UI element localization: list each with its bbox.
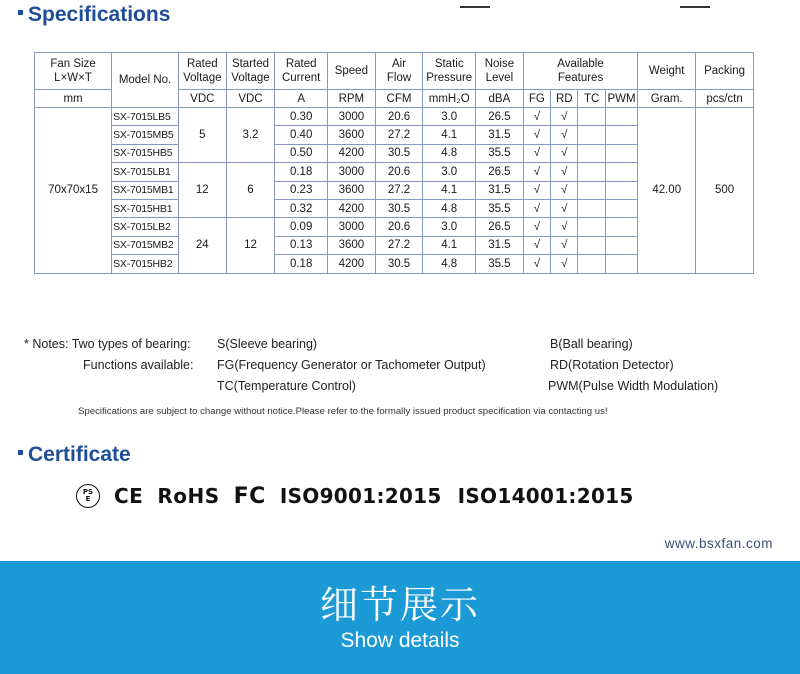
- cell-noise: 35.5: [476, 144, 524, 162]
- cell-model-no: SX-7015MB2: [112, 236, 179, 254]
- cell-rd: √: [551, 108, 578, 126]
- cell-tc: [578, 255, 605, 273]
- header-weight: Weight: [638, 53, 696, 90]
- rohs-mark-icon: RoHS: [157, 484, 220, 508]
- unit-vdc-rated: VDC: [178, 90, 226, 108]
- cell-pressure: 3.0: [423, 163, 476, 181]
- cell-airflow: 20.6: [375, 163, 423, 181]
- unit-rd: RD: [551, 90, 578, 108]
- cell-pwm: [605, 255, 637, 273]
- unit-tc: TC: [578, 90, 605, 108]
- header-speed: Speed: [328, 53, 376, 90]
- pse-bottom-text: E: [85, 495, 91, 503]
- header-rated-voltage: Rated Voltage: [178, 53, 226, 90]
- cell-started-voltage: 6: [226, 163, 275, 218]
- cell-tc: [578, 181, 605, 199]
- ce-mark-icon: CE: [114, 484, 144, 508]
- cell-model-no: SX-7015LB5: [112, 108, 179, 126]
- cell-tc: [578, 163, 605, 181]
- cell-tc: [578, 108, 605, 126]
- cell-model-no: SX-7015MB1: [112, 181, 179, 199]
- iso9001-mark: ISO9001:2015: [279, 484, 442, 508]
- notes-tc: TC(Temperature Control): [217, 379, 356, 393]
- cell-current: 0.32: [275, 199, 328, 217]
- cell-fg: √: [523, 218, 550, 236]
- cell-tc: [578, 144, 605, 162]
- cell-rd: √: [551, 236, 578, 254]
- cell-airflow: 20.6: [375, 218, 423, 236]
- header-air-flow: Air Flow: [375, 53, 423, 90]
- cell-pressure: 3.0: [423, 108, 476, 126]
- notes-rd: RD(Rotation Detector): [550, 358, 674, 372]
- cell-current: 0.09: [275, 218, 328, 236]
- cell-pwm: [605, 218, 637, 236]
- cell-tc: [578, 199, 605, 217]
- cell-fg: √: [523, 255, 550, 273]
- cell-model-no: SX-7015MB5: [112, 126, 179, 144]
- unit-rpm: RPM: [328, 90, 376, 108]
- unit-dba: dBA: [476, 90, 524, 108]
- cell-pressure: 4.1: [423, 236, 476, 254]
- unit-a: A: [275, 90, 328, 108]
- cell-current: 0.18: [275, 163, 328, 181]
- pse-top-text: PS: [82, 488, 94, 496]
- unit-pcs-ctn: pcs/ctn: [696, 90, 754, 108]
- cell-airflow: 20.6: [375, 108, 423, 126]
- cell-speed: 4200: [328, 255, 376, 273]
- pse-mark-icon: [76, 484, 100, 508]
- cell-model-no: SX-7015HB5: [112, 144, 179, 162]
- cell-noise: 31.5: [476, 126, 524, 144]
- cell-rd: √: [551, 255, 578, 273]
- cell-speed: 3000: [328, 108, 376, 126]
- cell-speed: 3000: [328, 218, 376, 236]
- heading-bullet-icon: [18, 450, 23, 455]
- cell-pressure: 4.8: [423, 199, 476, 217]
- cell-pressure: 4.8: [423, 255, 476, 273]
- top-image-fragment-right: [680, 0, 710, 8]
- iso14001-mark: ISO14001:2015: [457, 484, 634, 508]
- cell-rd: √: [551, 126, 578, 144]
- cell-airflow: 27.2: [375, 181, 423, 199]
- cell-current: 0.50: [275, 144, 328, 162]
- unit-fg: FG: [523, 90, 550, 108]
- cell-fg: √: [523, 236, 550, 254]
- header-available-features: Available Features: [523, 53, 638, 90]
- cell-pwm: [605, 236, 637, 254]
- table-row: [35, 108, 754, 126]
- cell-tc: [578, 218, 605, 236]
- cell-fg: √: [523, 163, 550, 181]
- cell-airflow: 27.2: [375, 236, 423, 254]
- cell-model-no: SX-7015LB1: [112, 163, 179, 181]
- cell-airflow: 27.2: [375, 126, 423, 144]
- banner-title-cn: 细节展示: [319, 583, 480, 627]
- unit-vdc-started: VDC: [226, 90, 275, 108]
- cell-speed: 3600: [328, 181, 376, 199]
- cell-rated-voltage: 12: [178, 163, 226, 218]
- cell-tc: [578, 236, 605, 254]
- cell-pwm: [605, 108, 637, 126]
- unit-gram: Gram.: [638, 90, 696, 108]
- cell-fg: √: [523, 108, 550, 126]
- cell-speed: 3600: [328, 126, 376, 144]
- unit-cfm: CFM: [375, 90, 423, 108]
- cell-pwm: [605, 144, 637, 162]
- cell-current: 0.30: [275, 108, 328, 126]
- cell-speed: 3600: [328, 236, 376, 254]
- cell-pressure: 3.0: [423, 218, 476, 236]
- cell-pwm: [605, 163, 637, 181]
- unit-mm: mm: [35, 90, 112, 108]
- cell-started-voltage: 12: [226, 218, 275, 273]
- cell-noise: 35.5: [476, 199, 524, 217]
- cell-fg: √: [523, 199, 550, 217]
- notes-sleeve-bearing: S(Sleeve bearing): [217, 337, 318, 351]
- cell-noise: 31.5: [476, 236, 524, 254]
- cell-pwm: [605, 199, 637, 217]
- cell-tc: [578, 126, 605, 144]
- heading-bullet-icon: [18, 10, 23, 15]
- cell-pwm: [605, 126, 637, 144]
- notes-pwm: PWM(Pulse Width Modulation): [548, 379, 719, 393]
- cell-pressure: 4.1: [423, 126, 476, 144]
- cell-rd: √: [551, 163, 578, 181]
- cell-noise: 26.5: [476, 108, 524, 126]
- cell-noise: 31.5: [476, 181, 524, 199]
- cell-noise: 26.5: [476, 218, 524, 236]
- cell-current: 0.40: [275, 126, 328, 144]
- cell-packing: 500: [696, 108, 754, 274]
- cell-airflow: 30.5: [375, 255, 423, 273]
- cell-model-no: SX-7015LB2: [112, 218, 179, 236]
- cell-rd: √: [551, 144, 578, 162]
- specifications-title-text: Specifications: [28, 3, 171, 26]
- fcc-mark-icon: FC: [233, 483, 266, 509]
- certificate-heading: [18, 442, 131, 468]
- cell-airflow: 30.5: [375, 199, 423, 217]
- header-started-voltage: Started Voltage: [226, 53, 275, 90]
- header-noise-level: Noise Level: [476, 53, 524, 90]
- header-rated-current: Rated Current: [275, 53, 328, 90]
- disclaimer-text: Specifications are subject to change without notice.Please refer to the formally issued product specification via contacting us!: [78, 406, 608, 417]
- certificate-logos: [76, 480, 650, 512]
- cell-rd: √: [551, 181, 578, 199]
- cell-fg: √: [523, 144, 550, 162]
- cell-speed: 4200: [328, 144, 376, 162]
- cell-speed: 4200: [328, 199, 376, 217]
- cell-airflow: 30.5: [375, 144, 423, 162]
- cell-rd: √: [551, 218, 578, 236]
- header-packing: Packing: [696, 53, 754, 90]
- cell-noise: 26.5: [476, 163, 524, 181]
- banner-title-en: Show details: [340, 629, 460, 652]
- cell-fg: √: [523, 126, 550, 144]
- header-static-pressure: Static Pressure: [423, 53, 476, 90]
- cell-speed: 3000: [328, 163, 376, 181]
- notes-ball-bearing: B(Ball bearing): [550, 337, 633, 351]
- unit-pwm: PWM: [605, 90, 637, 108]
- top-image-fragment-left: [460, 0, 490, 8]
- cell-current: 0.23: [275, 181, 328, 199]
- cell-rd: √: [551, 199, 578, 217]
- header-model-no: Model No.: [112, 53, 179, 108]
- cell-weight: 42.00: [638, 108, 696, 274]
- cell-current: 0.18: [275, 255, 328, 273]
- unit-mmh2o: mmH₂O: [423, 90, 476, 108]
- cell-noise: 35.5: [476, 255, 524, 273]
- cell-pressure: 4.8: [423, 144, 476, 162]
- specifications-heading: [18, 2, 170, 28]
- cell-fan-size: 70x70x15: [35, 108, 112, 274]
- website-url: www.bsxfan.com: [664, 536, 773, 551]
- cell-current: 0.13: [275, 236, 328, 254]
- cell-rated-voltage: 24: [178, 218, 226, 273]
- specifications-table: [34, 52, 754, 274]
- header-fan-size: Fan Size L×W×T: [35, 53, 112, 90]
- notes-fg: FG(Frequency Generator or Tachometer Output): [217, 358, 486, 372]
- cell-fg: √: [523, 181, 550, 199]
- notes-functions-label: Functions available:: [83, 358, 194, 372]
- cell-model-no: SX-7015HB1: [112, 199, 179, 217]
- cell-rated-voltage: 5: [178, 108, 226, 163]
- cell-started-voltage: 3.2: [226, 108, 275, 163]
- cell-pwm: [605, 181, 637, 199]
- cell-pressure: 4.1: [423, 181, 476, 199]
- certificate-title-text: Certificate: [28, 443, 131, 466]
- cell-model-no: SX-7015HB2: [112, 255, 179, 273]
- notes-bearing-label: * Notes: Two types of bearing:: [24, 337, 191, 351]
